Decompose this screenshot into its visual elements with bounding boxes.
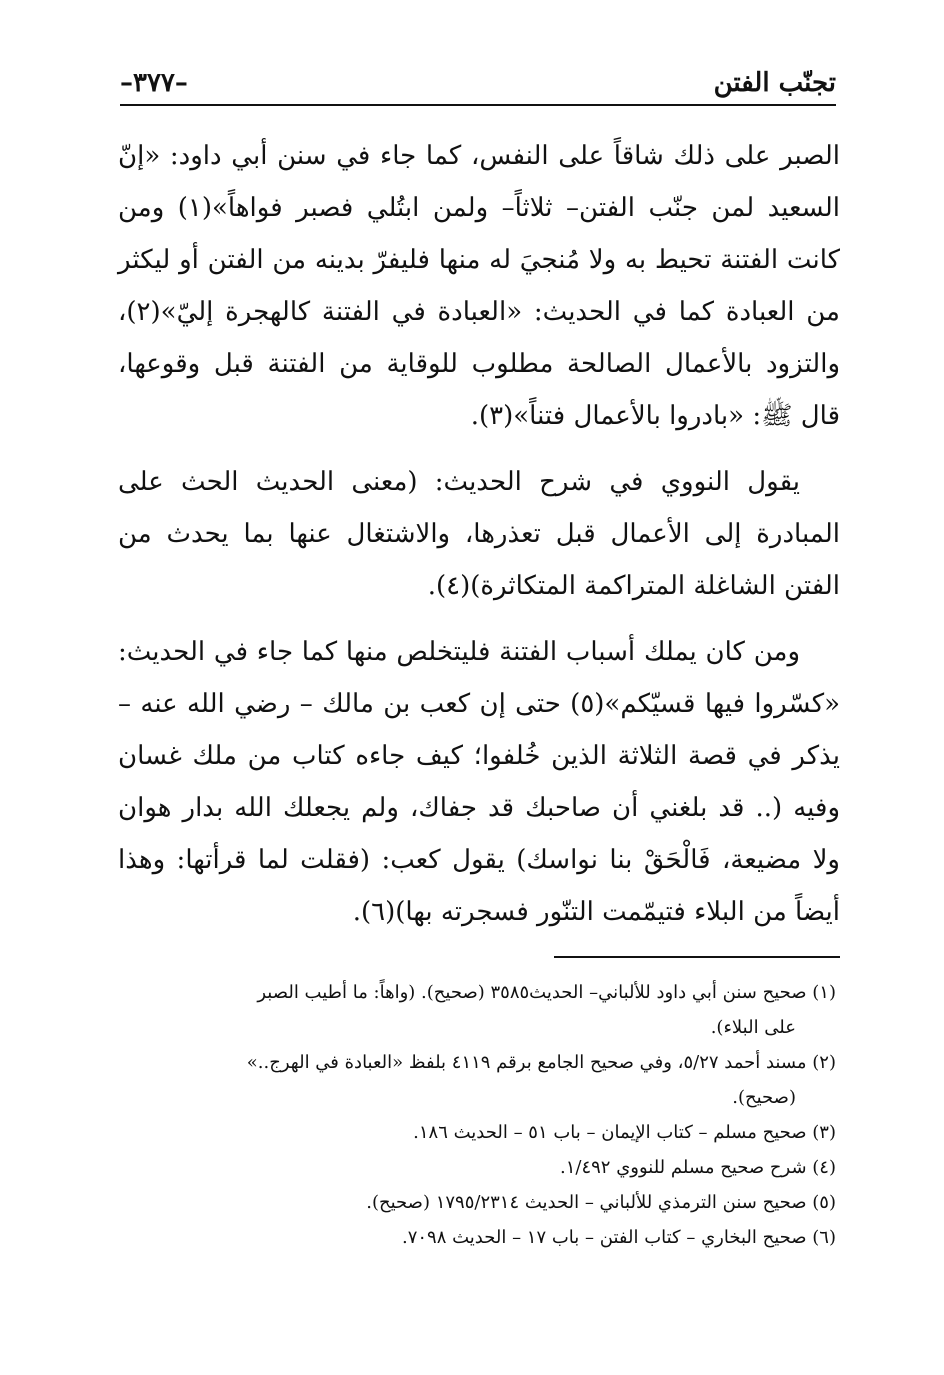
footnote-4: (٤) شرح صحيح مسلم للنووي ١/٤٩٢. xyxy=(560,1157,836,1178)
footnote-3: (٣) صحيح مسلم – كتاب الإيمان – باب ٥١ – الحديث ١٨٦. xyxy=(413,1122,836,1143)
running-head xyxy=(120,62,836,106)
footnote-2: (٢) مسند أحمد ٥/٢٧، وفي صحيح الجامع برقم ٤١١٩ بلفظ «العبادة في الهرج..» xyxy=(246,1052,836,1073)
footnote-6: (٦) صحيح البخاري – كتاب الفتن – باب ١٧ – الحديث ٧٠٩٨. xyxy=(401,1227,836,1248)
paragraph-1: الصبر على ذلك شاقاً على النفس، كما جاء في سنن أبي داود: «إنّ السعيد لمن جنّب الفتن– ثلاثاً– ولمن ابتُلي فصبر فواهاً»(١) ومن كانت الفتنة تحيط به ولا مُنجيَ له منها فليفرّ بدينه من الفتن أو ليكثر من العبادة كما في الحديث: «العبادة في الفتنة كالهجرة إليّ»(٢)، والتزود بالأعمال الصالحة مطلوب للوقاية من الفتنة قبل وقوعها، قال ﷺ: «بادروا بالأعمال فتناً»(٣). xyxy=(118,141,840,431)
paragraph-2: يقول النووي في شرح الحديث: (معنى الحديث الحث على المبادرة إلى الأعمال قبل تعذرها، والاشتغال عنها بما يحدث من الفتن الشاغلة المتراكمة المتكاثرة)(٤). xyxy=(118,467,840,601)
footnote-divider xyxy=(554,956,840,958)
footnote-1: (١) صحيح سنن أبي داود للألباني– الحديث٣٥٨٥ (صحيح). (واهاً: ما أطيب الصبر xyxy=(257,982,836,1003)
body-text xyxy=(118,130,840,952)
footnote-1-continuation: على البلاء). xyxy=(710,1017,796,1038)
footnotes xyxy=(110,975,836,1255)
running-title: تجنّب الفتن xyxy=(713,68,836,98)
paragraph-3: ومن كان يملك أسباب الفتنة فليتخلص منها كما جاء في الحديث: «كسّروا فيها قسيّكم»(٥) حتى إن كعب بن مالك – رضي الله عنه – يذكر في قصة الثلاثة الذين خُلفوا؛ كيف جاءه كتاب من ملك غسان وفيه (.. قد بلغني أن صاحبك قد جفاك، ولم يجعلك الله بدار هوان ولا مضيعة، فَالْحَقْ بنا نواسك) يقول كعب: (فقلت لما قرأتها: وهذا أيضاً من البلاء فتيمّمت التنّور فسجرته بها)(٦). xyxy=(118,637,841,927)
footnote-5: (٥) صحيح سنن الترمذي للألباني – الحديث ١٧٩٥/٢٣١٤ (صحيح). xyxy=(366,1192,836,1213)
footnote-2-continuation: (صحيح). xyxy=(732,1087,796,1108)
page-number: –٣٧٧– xyxy=(120,68,188,98)
